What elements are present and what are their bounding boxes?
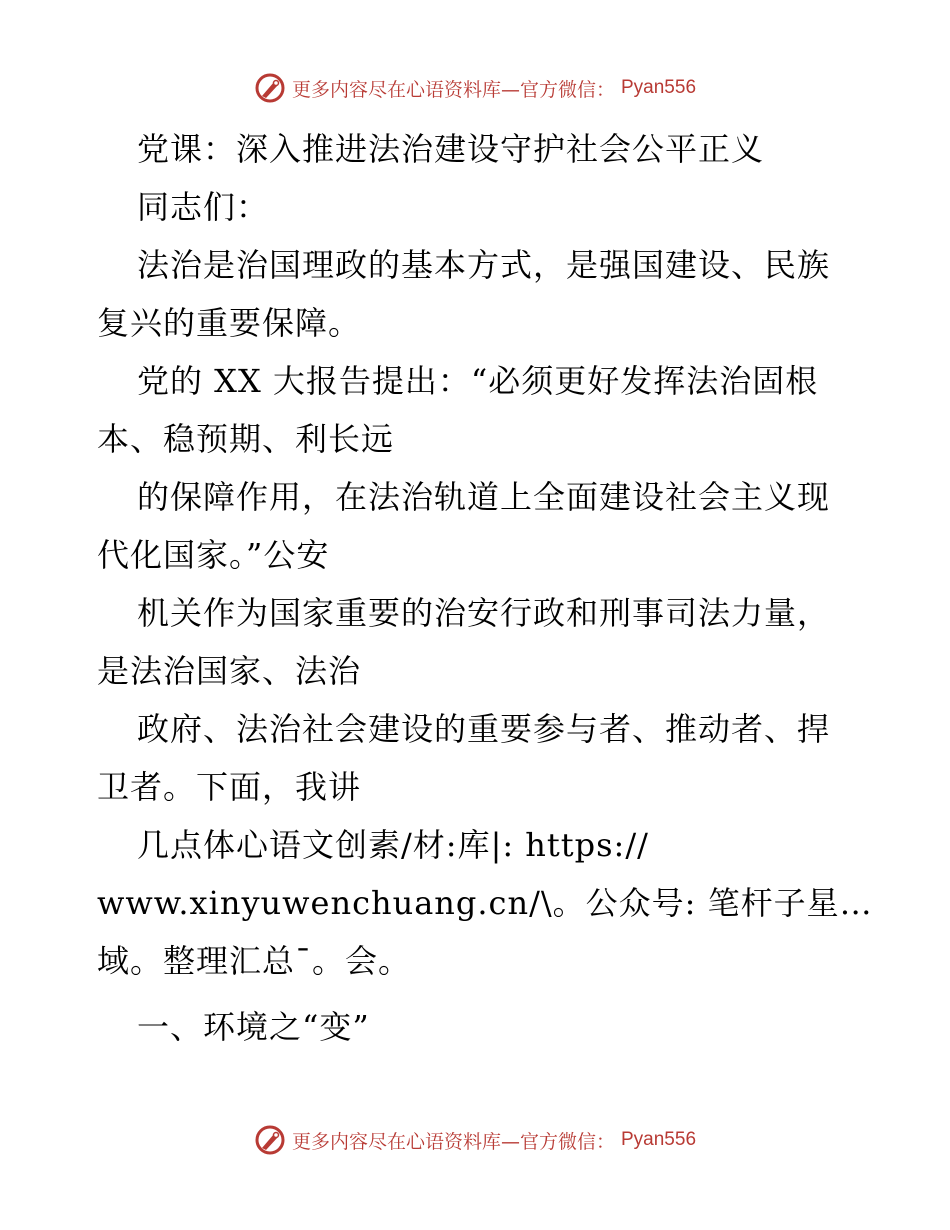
footer-watermark-banner xyxy=(0,1124,950,1156)
banner-text: 更多内容尽在心语资料库—官方微信： xyxy=(291,1130,615,1153)
section-heading: 一、环境之“变” xyxy=(137,1008,370,1046)
document-title: 党课：深入推进法治建设守护社会公平正义 xyxy=(137,130,765,168)
paragraph-line: 几点体心语文创素/材:库|: https:// xyxy=(137,826,649,864)
header-watermark-banner xyxy=(0,72,950,104)
paragraph-line: 法治是治国理政的基本方式，是强国建设、民族 xyxy=(137,246,831,284)
paragraph-line: 是法治国家、法治 xyxy=(97,652,362,690)
pen-nib-icon xyxy=(254,1124,286,1156)
paragraph-line: 域。整理汇总¯。会。 xyxy=(97,942,412,980)
paragraph-line: 的保障作用，在法治轨道上全面建设社会主义现 xyxy=(137,478,831,516)
banner-text: 更多内容尽在心语资料库—官方微信： xyxy=(291,78,615,101)
paragraph-line: 政府、法治社会建设的重要参与者、推动者、捍 xyxy=(137,710,831,748)
paragraph-line: 本、稳预期、利长远 xyxy=(97,420,395,458)
paragraph-line: 党的 XX 大报告提出：“必须更好发挥法治固根 xyxy=(137,362,819,400)
paragraph-line: 卫者。下面，我讲 xyxy=(97,768,362,806)
pen-nib-icon xyxy=(254,72,286,104)
paragraph-line: 机关作为国家重要的治安行政和刑事司法力量， xyxy=(137,594,831,632)
salutation: 同志们： xyxy=(137,188,270,226)
paragraph-line: www.xinyuwenchuang.cn/\。公众号: 笔杆子星… xyxy=(97,884,873,922)
paragraph-line: 代化国家。”公安 xyxy=(97,536,330,574)
banner-wechat-id: Pyan556 xyxy=(621,77,697,98)
document-body xyxy=(97,120,873,1056)
paragraph-line: 复兴的重要保障。 xyxy=(97,304,362,342)
banner-wechat-id: Pyan556 xyxy=(621,1129,697,1150)
